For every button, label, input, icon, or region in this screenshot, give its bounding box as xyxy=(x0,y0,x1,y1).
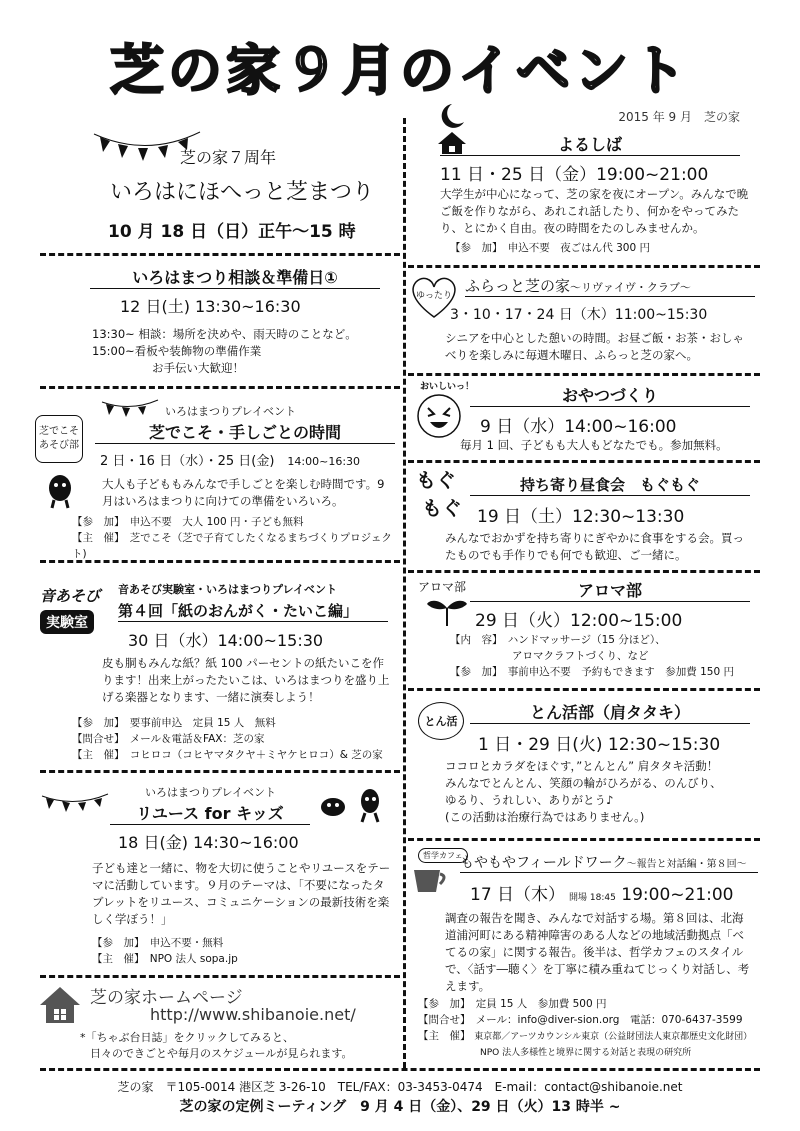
reuse-body: 子ども達と一緒に、物を大切に使うことやリユースをテーマに活動しています。９月のテーマは、「不要になったタブレットをリユース、コミュニケーションの最新技術を楽しく学ぼう！」 xyxy=(92,861,391,926)
aroma-title: アロマ部 xyxy=(470,578,750,602)
aroma-datetime: 29 日（火）12:00~15:00 xyxy=(475,611,683,631)
asobibu-badge: 芝でこそ あそび部 xyxy=(35,415,83,463)
furatto-badge: ゆったり xyxy=(416,291,452,301)
column-divider xyxy=(403,118,406,1068)
section-divider xyxy=(408,838,760,841)
shigoto-pre: いろはまつりプレイベント xyxy=(165,405,297,418)
aroma-side-label: アロマ部 xyxy=(418,580,467,594)
oto-asobi-logo: 音あそび 実験室 xyxy=(40,585,110,645)
moya-datetime: 17 日（木） 開場 18:45 19:00~21:00 xyxy=(470,885,734,905)
oyatsu-body: 毎月 1 回、子どもも大人もどなたでも。参加無料。 xyxy=(460,438,728,452)
festival-title: いろはにほへっと芝まつり xyxy=(110,180,375,205)
oyatsu-title: おやつづくり xyxy=(470,383,750,407)
furatto-body: シニアを中心とした憩いの時間。お昼ご飯・お茶・おしゃべりを楽しみに毎週木曜日、ふらっと芝の家へ。 xyxy=(445,331,744,362)
shigoto-title: 芝でこそ・手しごとの時間 xyxy=(95,420,395,444)
section-divider xyxy=(40,975,400,978)
shigoto-datetime: 2 日・16 日（水）・25 日(金) 14:00~16:30 xyxy=(100,454,361,469)
mogu-body: みんなでおかずを持ち寄りにぎやかに食事をする会。買ったものでも手作りでも何でも歓迎、ご一緒に。 xyxy=(445,531,744,562)
yoru-info: 【参 加】 申込不要 夜ごはん代 300 円 xyxy=(450,242,650,254)
bunting-icon xyxy=(40,792,110,816)
reuse-title: リユース for キッズ xyxy=(110,801,310,825)
homepage-link[interactable]: http://www.shibanoie.net/ xyxy=(150,1005,356,1024)
mogu-side-label: もぐ もぐ xyxy=(416,468,462,520)
consult-datetime: 12 日(土) 13:30~16:30 xyxy=(120,297,301,316)
section-divider xyxy=(408,570,760,573)
section-divider xyxy=(408,265,760,268)
moya-body: 調査の報告を聞き、みんなで対話する場。第８回は、北海道浦河町にある精神障害のある人などの地域活動拠点「べてるの家」に関する報告。後半は、哲学カフェのスタイルで、〈話す―聴く〉を丁寧に積み重ねてじっくり対話し、考えます。 xyxy=(445,911,750,993)
section-divider xyxy=(408,688,760,691)
section-divider xyxy=(408,373,760,376)
oto-datetime: 30 日（水）14:00~15:30 xyxy=(128,631,324,650)
home-icon xyxy=(38,985,82,1025)
furatto-datetime: 3・10・17・24 日（木）11:00~15:30 xyxy=(450,307,708,323)
footer-divider xyxy=(40,1068,760,1071)
oto-pre: 音あそび実験室・いろはまつりプレイベント xyxy=(118,583,338,596)
oto-body: 皮も胴もみんな紙？紙 100 パーセントの紙たいこを作ります！出来上がったたいこは、いろはまつりを盛り上げる楽器となります、一緒に演奏しよう！ xyxy=(102,656,390,704)
moya-title-row: もやもやフィールドワーク〜報告と対話編・第８回〜 xyxy=(460,852,758,873)
shigoto-body: 大人も子どももみんなで手しごとを楽しむ時間です。9 月はいろはまつりに向けての準備をいろいろ。 xyxy=(102,477,385,508)
section-divider xyxy=(40,253,400,256)
oto-title: 第４回「紙のおんがく・たいこ編」 xyxy=(118,600,388,622)
reuse-datetime: 18 日(金) 14:30~16:00 xyxy=(118,833,299,852)
section-divider xyxy=(408,460,760,463)
yoru-body: 大学生が中心になって、芝の家を夜にオープン。みんなで晩ご飯を作りながら、あれこれ話したり、何かをやってみたり、とにかく自由。夜の時間をたのしみませんか。 xyxy=(440,187,749,235)
bunting-icon xyxy=(100,398,160,420)
ton-title: とん活部（肩タタキ） xyxy=(470,700,750,724)
page-title: 芝の家９月のイベント xyxy=(110,39,690,102)
characters-icon xyxy=(315,785,390,825)
issue-date: 2015 年 9 月 芝の家 xyxy=(618,110,740,124)
ton-datetime: 1 日・29 日(火) 12:30~15:30 xyxy=(478,735,721,755)
yoru-title: よるしば xyxy=(440,132,740,156)
homepage-title: 芝の家ホームページ xyxy=(90,988,243,1008)
sprout-icon xyxy=(425,594,469,626)
section-divider xyxy=(40,770,400,773)
aroma-info: 【内 容】 ハンドマッサージ（15 分ほど）、 アロマクラフトづくり、など 【参 加】 事前申込不要 予約もできます 参加費 150 円 xyxy=(450,634,734,678)
footer-contact: 芝の家 〒105-0014 港区芝 3-26-10 TEL/FAX：03-3453-0474 E-mail：contact@shibanoie.net xyxy=(117,1080,683,1094)
cup-icon xyxy=(410,862,450,896)
ton-body: ココロとカラダをほぐす，”とんとん” 肩タタキ活動！ みんなでとんとん、笑顔の輪がひろがる、のんびり、 ゆるり、うれしい、ありがとう♪ (この活動は治療行為ではありません。) xyxy=(445,759,722,824)
yoru-datetime: 11 日・25 日（金）19:00~21:00 xyxy=(440,165,709,185)
festival-datetime: 10 月 18 日（日）正午〜15 時 xyxy=(108,222,356,242)
reuse-pre: いろはまつりプレイベント xyxy=(145,786,277,799)
section-divider xyxy=(40,386,400,389)
anniversary-subtitle: 芝の家７周年 xyxy=(180,148,277,167)
moya-info: 【参 加】 定員 15 人 参加費 500 円 【問合せ】 メール：info@diver-sion.org 電話：070-6437-3599 【主 催】 東京都／アーツカウンシル東京（公益財団法人東京都歴史文化財団） NPO 法人多様性と境界に関する対話と表現の研究所 xyxy=(418,998,753,1058)
section-divider xyxy=(40,560,400,563)
oyatsu-badge: おいしいっ！ xyxy=(420,382,475,392)
consult-title: いろはまつり相談＆準備日① xyxy=(90,265,380,289)
mogu-datetime: 19 日（土）12:30~13:30 xyxy=(477,507,685,527)
philosophy-cafe-badge: 哲学カフェ xyxy=(418,848,468,863)
furatto-title-row: ふらっと芝の家〜リヴァイヴ・クラブ〜 xyxy=(465,275,755,297)
oyatsu-datetime: 9 日（水）14:00~16:00 xyxy=(480,417,677,437)
reuse-info: 【参 加】 申込不要・無料 【主 催】 NPO 法人 sopa.jp xyxy=(92,937,238,965)
consult-details: 13:30~ 相談：場所を決めや、雨天時のことなど。 15:00~看板や装飾物の準備作業 お手伝い大歓迎！ xyxy=(92,327,357,375)
tonkatsu-badge: とん活 xyxy=(418,702,464,740)
mogu-title: 持ち寄り昼食会 もぐもぐ xyxy=(470,474,750,496)
character-icon xyxy=(40,470,80,510)
homepage-note: *「ちゃぶ台日誌」をクリックしてみると、 日々のできごとや毎月のスケジュールが見られます。 xyxy=(80,1031,353,1060)
footer-meeting: 芝の家の定例ミーティング 9 月 4 日（金）、29 日（火）13 時半 ~ xyxy=(179,1099,621,1115)
shigoto-info: 【参 加】 申込不要 大人 100 円・子ども無料 【主 催】 芝でこそ（芝で子育てしたくなるまちづくりプロジェクト) xyxy=(72,516,392,560)
face-icon xyxy=(414,392,464,440)
oto-info: 【参 加】 要事前申込 定員 15 人 無料 【問合せ】 メール＆電話＆FAX：芝の家 【主 催】 コヒロコ（コヒヤマタクヤ＋ミヤケヒロコ）& 芝の家 xyxy=(72,717,383,761)
